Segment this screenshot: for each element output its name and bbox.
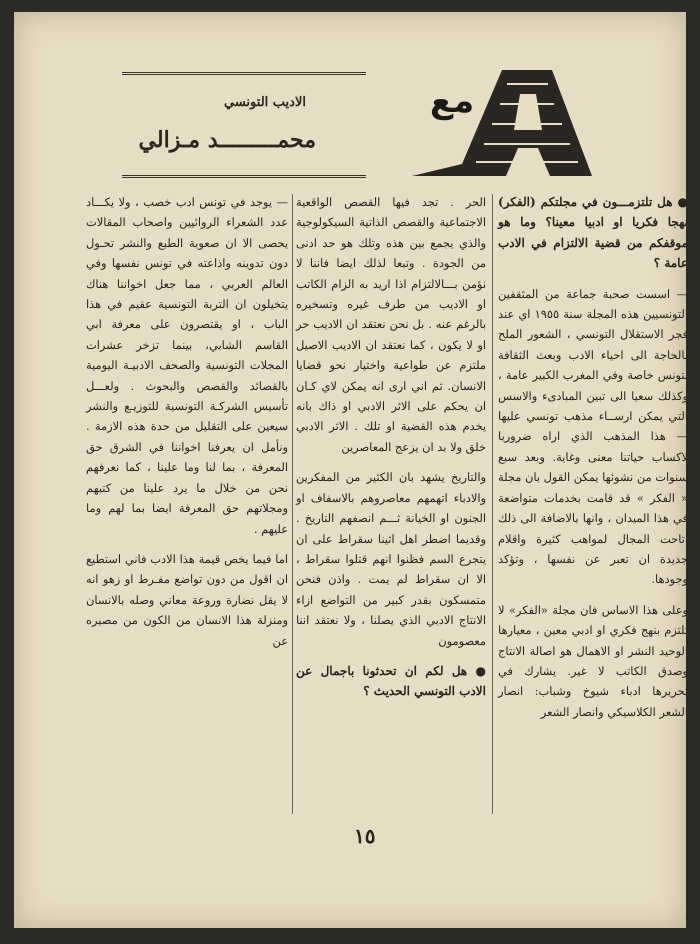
author-subtitle: الاديب التونسي xyxy=(224,95,306,110)
answer-1-para-1: — اسست صحبة جماعة من المثقفين التونسيين هذه المجلة سنة ١٩٥٥ اي عند فجر الاستقلال التونسي ، الشعور الملح بالحاجة الى احياء الادب وبعث الثقافة بتونس خاصة وفي المغرب الكبير عامة ، وكذلك سعيا الى تبين المبادىء والاسس التي يمكن ارســاء مذهب تونسي عليها — هذا المذهب الذي اراه ضروريا لاكساب حياتنا معنى وغاية. وبعد سبع سنوات من نشوئها يمكن القول بان مجلة « الفكر » قد قامت بخدمات متواضعة في هذا الميدان ، وانها بالاضافة الى ذلك اتاحت المجال لمواهب كثيرة واقلام جديدة ان تعبر عن نفسها ، وتؤكد وجودها. xyxy=(498,286,688,587)
author-name: محمـــــــــد مـزالي xyxy=(138,127,316,153)
column-left xyxy=(86,192,288,661)
column-middle xyxy=(296,192,486,712)
answer-2-para-2: اما فيما يخص قيمة هذا الادب فاني استطيع ان اقول من دون تواضع مفـرط او زهو انه لا يقل نضارة وروعة معاني وصله بالانسان ومنزلة هذا الانسان من الكون من مصيره عن xyxy=(86,551,288,648)
answer-1-para-2: وعلى هذا الاساس فان مجلة «الفكر» لا تلتزم بنهج فكري او ادبي معين ، معيارها الوحيد النشر او الاهمال هو اصالة الانتاج وصدق الكاتب لا غير. يشارك في تحريرها ادباء شيوخ وشباب: انصار الشعر الكلاسيكي وانصار الشعر xyxy=(498,602,688,719)
answer-2-para-1: — يوجد في تونس ادب خصب ، ولا يكـــاد عدد الشعراء الروائيين واصحاب المقالات يحصى الا ان صعوبة الطبع والنشر تحـول دون تدوينه واذاعته في تونس نفسها وفي العالم العربي ، مما جعل اخواننا هناك يتخيلون ان التربة التونسية عقيم في هذا الباب ، او يقتصرون على معرفة ابي القاسم الشابي، بينما تزخر عشرات المجلات التونسية والصحف الادبيـة اليومية بالقصائد والقصص والبحوث . ولعـــل تأسيس الشركـة التونسية للتوزيـع والنشر سيعين على التقليل من حدة هذه الازمة . ونأمل ان يعرفنا اخواننا في الشرق حق المعرفة ، بما لنا وما علينا ، كما نعرفهم نحن من خلال ما يرد علينا من كتبهم ومجلاتهم حق المعرفة ايضا بما لهم وما عليهم . xyxy=(86,195,288,536)
answer-1-para-3: الحر . تجد فيها القصص الواقعية الاجتماعية والقصص الذاتية السيكولوجية والذي يجمع بين هذه وتلك هو حد ادنى من الجودة . وتبعا لذلك ايضا فاننا لا نؤمن بـــالالتزام اذا اريد به الزام الكاتب او الاديب من طرف غيره وتسخيره بالرغم عنه . بل نحن نعتقد ان الاديب حر او لا يكون ، كما نعتقد ان الاديب الاصيل ملتزم عن طواعية واختيار نحو قضايا الانسان. ثم اني ارى انه يمكن لاي كـان ان يحكم على الاثر الادبي او ذاك بانه يخدم هذه القضية او تلك . الاثر الادبي خلق ولا بد ان يزعج المعاصرين xyxy=(296,195,486,454)
page-number: ١٥ xyxy=(354,824,376,848)
author-header-box xyxy=(122,72,366,178)
interview-logo xyxy=(402,64,614,184)
answer-1-para-4: والتاريخ يشهد بان الكثير من المفكرين والادباء اتهمهم معاصروهم بالاسفاف او الجنون او الخيانة ثـــم انصفهم التاريخ . وقديما اضطر اهل اثينا سقراط على ان يتجرع السم فظنوا انهم قتلوا سقراط ، الا ان سقراط لم يمت . واذن فنحن متمسكون بقدر كبير من التواضع ازاء الانتاج الادبي الذي يصلنا ، ولا نعتقد اننا معصومون xyxy=(296,470,486,648)
magazine-page xyxy=(14,12,686,928)
question-2: ● هل لكم ان تحدثونا باجمال عن الادب التونسي الحديث ؟ xyxy=(296,663,486,699)
column-divider-left xyxy=(292,194,293,814)
logo-text: مع xyxy=(429,81,475,121)
question-1: ● هل تلتزمـــون في مجلتكم (الفكر) نهجا فكريا او ادبيا معينا؟ وما هو موقفكم من قضية الالتزام في الادب عامة ؟ xyxy=(498,195,688,271)
column-right xyxy=(498,192,688,732)
column-divider-right xyxy=(492,194,493,814)
